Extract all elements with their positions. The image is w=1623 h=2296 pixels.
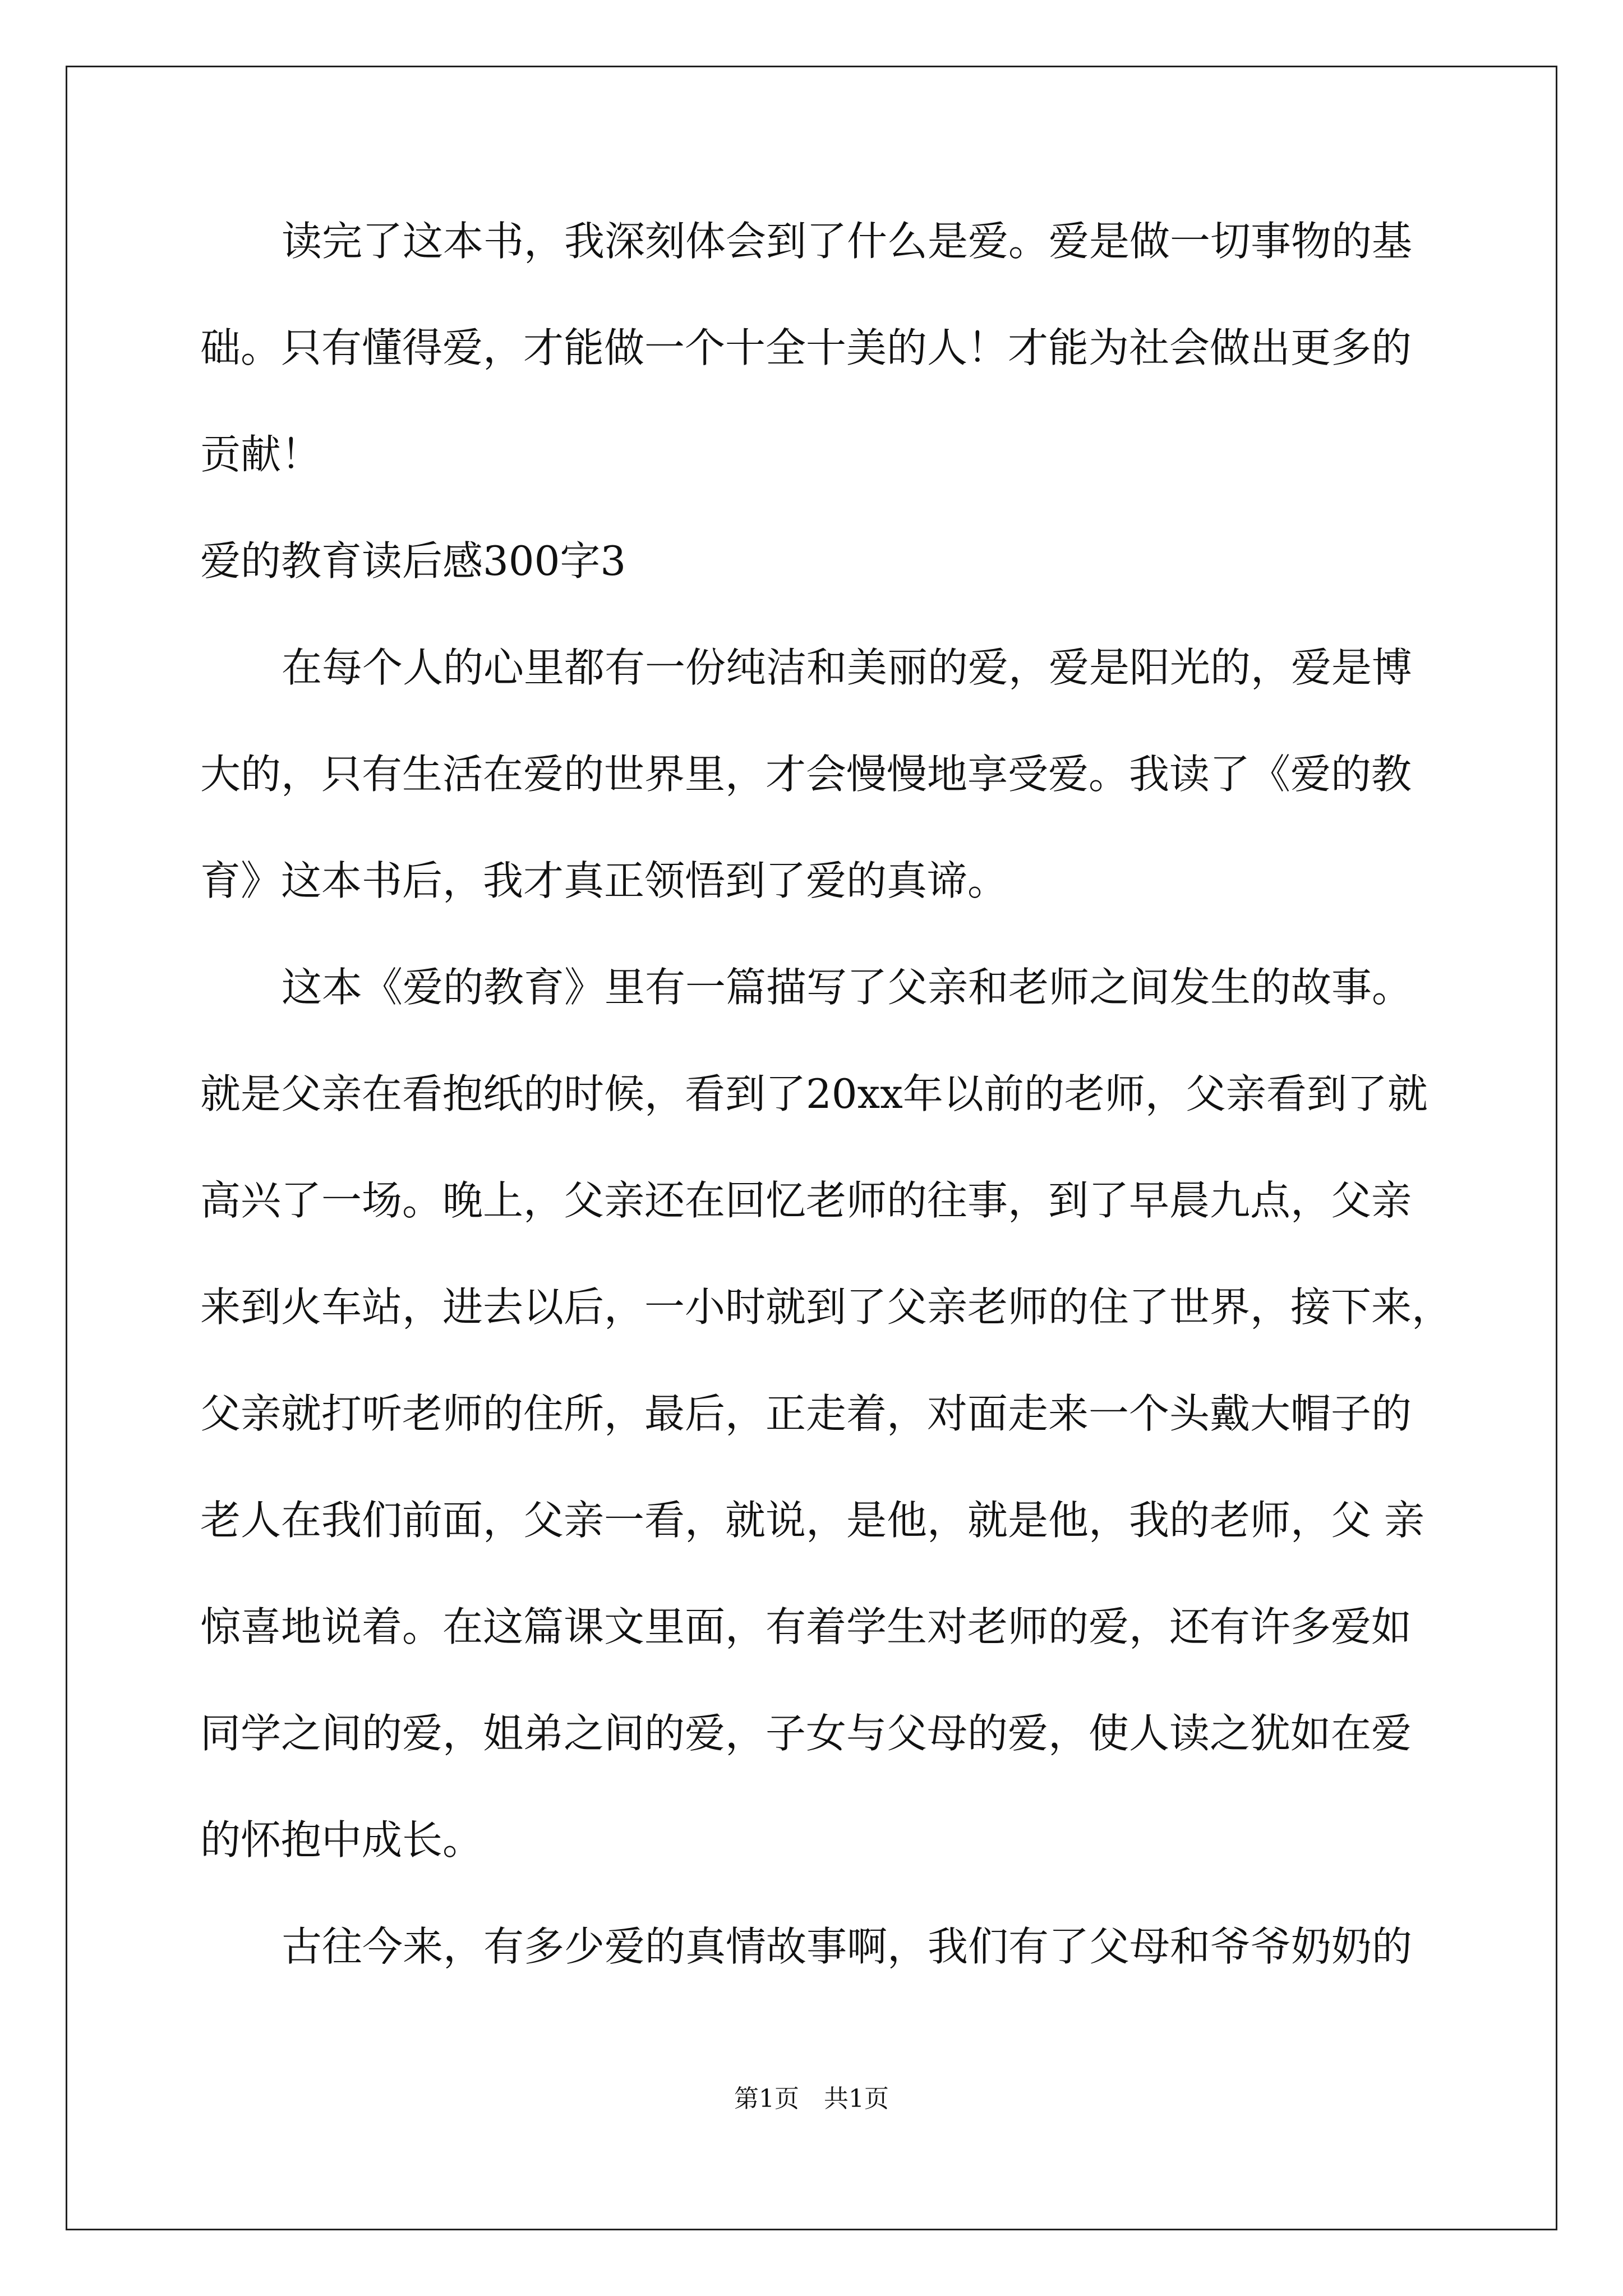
paragraph-line: 高兴了一场。晚上，父亲还在回忆老师的往事，到了早晨九点，父亲 [200,1177,1412,1224]
paragraph-line: 父亲就打听老师的住所，最后，正走着，对面走来一个头戴大帽子的 [200,1390,1412,1437]
paragraph-line: 同学之间的爱，姐弟之间的爱，子女与父母的爱，使人读之犹如在爱 [200,1710,1412,1757]
page-footer: 第1页 共1页 [734,2085,889,2113]
paragraph-line: 大的，只有生活在爱的世界里，才会慢慢地享受爱。我读了《爱的教 [200,751,1412,798]
paragraph-line: 古往今来，有多少爱的真情故事啊，我们有了父母和爷爷奶奶的 [282,1923,1413,1970]
paragraph-line: 贡献！ [200,431,322,478]
paragraph-line: 老人在我们前面，父亲一看，就说，是他，就是他，我的老师，父 亲 [200,1497,1424,1544]
paragraph-line: 来到火车站，进去以后，一小时就到了父亲老师的住了世界，接下来， [200,1283,1453,1331]
page-border [66,66,1557,2230]
paragraph-line: 这本《爱的教育》里有一篇描写了父亲和老师之间发生的故事。 [282,964,1413,1011]
paragraph-line: 育》这本书后，我才真正领悟到了爱的真谛。 [200,857,1008,904]
section-heading: 爱的教育读后感300字3 [200,537,626,585]
paragraph-line: 就是父亲在看抱纸的时候，看到了20xx年以前的老师，父亲看到了就 [200,1070,1428,1117]
paragraph-line: 读完了这本书，我深刻体会到了什么是爱。爱是做一切事物的基 [282,218,1413,265]
paragraph-line: 的怀抱中成长。 [200,1816,483,1864]
paragraph-line: 在每个人的心里都有一份纯洁和美丽的爱，爱是阳光的，爱是博 [282,644,1413,691]
paragraph-line: 惊喜地说着。在这篇课文里面，有着学生对老师的爱，还有许多爱如 [200,1603,1412,1650]
paragraph-line: 础。只有懂得爱，才能做一个十全十美的人！才能为社会做出更多的 [200,324,1412,371]
